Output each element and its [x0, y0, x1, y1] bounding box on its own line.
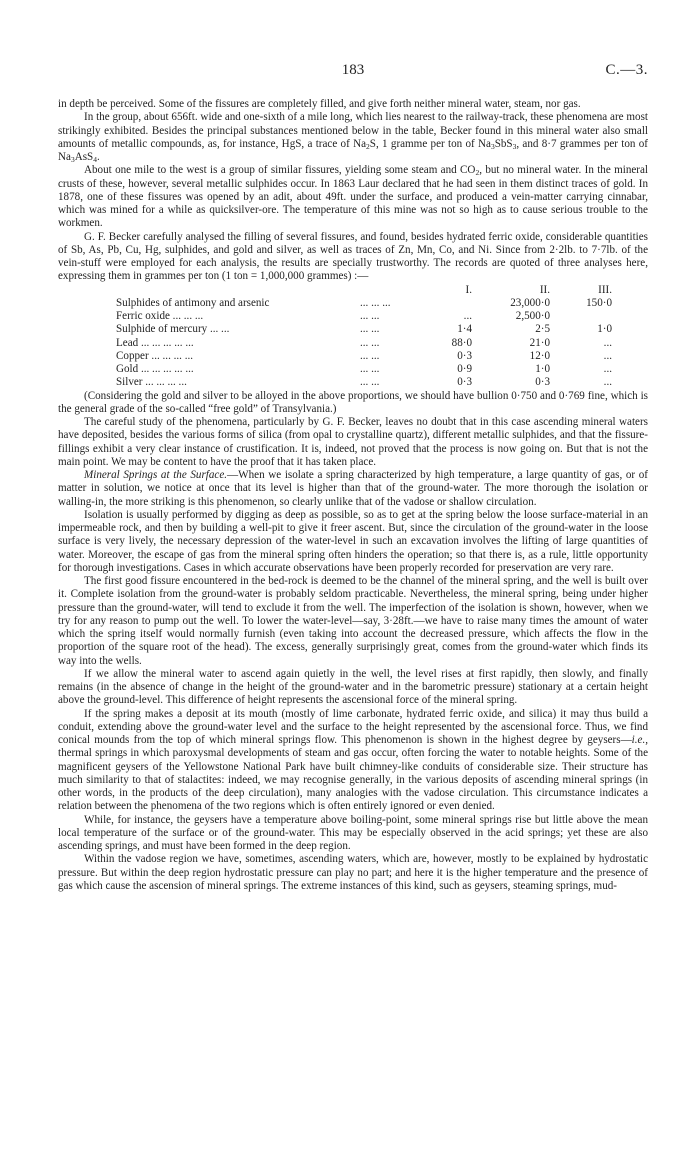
paragraph-3: About one mile to the west is a group of similar fissures, yielding some steam and $CO_2$, but no mineral water. In the mineral crusts of these, however, several metallic sulphides occur. In 1863 Laur declared that he had seen in them distinct traces of gold. In 1878, one of these fissures was opened by an adit, about 49ft. under the surface, and produced a vein-matter carrying cinnabar, which was mined for a while as quicksilver-ore. The temperature of this mine was not so high as to cause serious trouble to the workmen.	[58, 164, 648, 230]
cell-value: 0·9	[457, 363, 472, 375]
table-row	[116, 310, 612, 323]
paragraph-1: in depth be perceived. Some of the fissures are completely filled, and give forth neither mineral water, steam, nor gas.	[58, 98, 581, 110]
cell-value: 1·0	[535, 363, 550, 375]
table-header-row	[116, 284, 612, 297]
cell-value: 2,500·0	[515, 310, 550, 322]
cell-value: 0·3	[457, 349, 472, 362]
table-row	[116, 350, 612, 363]
page-number: 183	[341, 62, 365, 78]
row-label: Silver ... ... ... ...	[116, 376, 187, 389]
cell-value: 2·5	[535, 323, 550, 336]
paragraph-8: Isolation is usually performed by digging as deep as possible, so as to get at the spring below the loose surface-material in an impermeable rock, and then by building a well-pit to give it freer ascent. But, since the circulation of the ground-water in the loose surface is very lively, the necessary depression of the water-level in such an excavation involves the lifting of large quantities of water. Moreover, the escape of gas from the mineral spring often hinders the operation; so that there is, as a rule, little opportunity for thorough investigations. Cases in which accurate observations have been properly recorded for preservation are very rare.	[58, 508, 648, 574]
paragraph-6: The careful study of the phenomena, particularly by G. F. Becker, leaves no doubt that in this case ascending mineral waters have deposited, besides the various forms of silica (from opal to crystalline quartz), different metallic sulphides, and that the fissure-fillings exhibit a very clear instance of crustification. It is, indeed, not proved that the process is now going on. But that is not the main point. We may be content to have the proof that it has taken place.	[58, 416, 648, 468]
cell-value: ...	[603, 349, 612, 362]
table-row	[116, 337, 612, 350]
column-header: II.	[539, 283, 550, 296]
leader-dots: ... ...	[360, 323, 380, 336]
cell-value: 88·0	[451, 336, 472, 349]
cell-value: 150·0	[586, 296, 612, 309]
cell-value: 0·3	[457, 376, 472, 389]
leader-dots: ... ...	[360, 349, 380, 362]
cell-value: ...	[603, 336, 612, 349]
cell-value: 0·3	[535, 376, 550, 389]
cell-value: 23,000·0	[510, 296, 550, 309]
paragraph-13: Within the vadose region we have, sometimes, ascending waters, which are, however, mostly to be explained by hydrostatic pressure. But within the deep region hydrostatic pressure can play no part; and here it is the higher temperature and the presence of gas which cause the ascension of mineral springs. The extreme instances of this kind, such as geysers, steaming springs, mud-	[58, 853, 648, 892]
row-label: Ferric oxide ... ... ...	[116, 310, 204, 322]
leader-dots: ... ...	[360, 310, 380, 322]
table-row	[116, 297, 612, 310]
page-header	[58, 64, 648, 86]
cell-value	[550, 310, 612, 323]
document-reference: C.—3.	[605, 62, 648, 78]
leader-dots: ... ...	[360, 336, 380, 349]
document-body	[58, 98, 648, 893]
leader-dots: ... ...	[360, 376, 380, 389]
cell-value: ...	[603, 363, 612, 375]
table-row	[116, 376, 612, 389]
table-row	[116, 323, 612, 336]
cell-value: 1·4	[457, 323, 472, 336]
paragraph-5: (Considering the gold and silver to be alloyed in the above proportions, we should have bullion 0·750 and 0·769 fine, which is the general grade of the so-called “free gold” of Transylvania.)	[58, 389, 648, 415]
cell-value: 12·0	[529, 349, 550, 362]
paragraph-10: If we allow the mineral water to ascend again quietly in the well, the level rises at first rapidly, then slowly, and finally remains (in the absence of change in the height of the ground-water and in the barometric pressure) stationary at a certain height above the ground-level. This difference of height represents the ascensional force of the mineral spring.	[58, 667, 648, 707]
analysis-table	[116, 284, 612, 390]
row-label: Lead ... ... ... ... ...	[116, 336, 194, 349]
paragraph-2: In the group, about 656ft. wide and one-sixth of a mile long, which lies nearest to the railway-track, these phenomena are most strikingly exhibited. Besides the principal substances mentioned below in the table, Becker found in this mineral water also small amounts of metallic compounds, as, for instance, HgS, a trace of $Na_2S$, 1 gramme per ton of $Na_3SbS_3$, and 8·7 grammes per ton of $Na_3AsS_4$.	[58, 111, 649, 164]
cell-value: ...	[603, 376, 612, 389]
leader-dots: ... ... ...	[360, 296, 391, 309]
cell-value	[438, 297, 472, 310]
cell-value: 21·0	[529, 336, 550, 349]
paragraph-7: Mineral Springs at the Surface.—When we isolate a spring characterized by high temperature, a large quantity of gas, or of matter in solution, we notice at once that its level is higher than that of the ground-water. The more thorough the isolation or walling-in, the more striking is this phenomenon, so clearly unlike that of the vadose or shallow circulation.	[58, 469, 648, 508]
paragraph-11: If the spring makes a deposit at its mouth (mostly of lime carbonate, hydrated ferric oxide, and silica) it may thus build a conduit, extending above the ground-water level and the surface to the height represented by the ascensional force. Thus, we find conical mounds from the top of which mineral springs flow. This phenomenon is shown in the highest degree by geysers—i.e., thermal springs in which paroxysmal developments of steam and gas occur, often forcing the water to notable heights. Some of the magnificent geysers of the Yellowstone National Park have built chimney-like conduits of considerable size. Their structure has much similarity to that of stalactites: indeed, we may recognise generally, in the various deposits of ascending mineral springs (in other words, in the products of the deep circulation), many analogies with the vadose circulation. This circumstance indicates a relation between the phenomena of the two regions which is often entirely ignored or even denied.	[58, 707, 648, 813]
paragraph-9: The first good fissure encountered in the bed-rock is deemed to be the channel of the mineral spring, and the well is built over it. Complete isolation from the ground-water is probably seldom practicable. Nevertheless, the mineral spring, being under higher pressure than the ground-water, will tend to exclude it from the well. The imperfection of the isolation is shown, however, when we try for any reason to pump out the well. To lower the water-level—say, 3·28ft.—we have to raise many times the amount of water which the spring itself would normally furnish (even taking into account the decreased pressure, which affects the flow in the proportion of the square root of the head). The excess, generally surprisingly great, comes from the ground-water which finds its way into the wells.	[58, 575, 648, 667]
cell-value: ...	[463, 310, 472, 322]
paragraph-12: While, for instance, the geysers have a temperature above boiling-point, some mineral springs rise but little above the mean local temperature of the surface or of the ground-water. This may be especially observed in the acid springs; yet these are also ascending springs, and must have been formed in the deep region.	[58, 813, 648, 852]
cell-value: 1·0	[597, 323, 612, 336]
row-label: Copper ... ... ... ...	[116, 349, 194, 362]
row-label: Sulphide of mercury ... ...	[116, 323, 230, 336]
row-label: Sulphides of antimony and arsenic	[116, 296, 270, 309]
column-header: I.	[465, 283, 472, 296]
row-label: Gold ... ... ... ... ...	[116, 363, 194, 375]
paragraph-4: G. F. Becker carefully analysed the filling of several fissures, and found, besides hydrated ferric oxide, considerable quantities of Sb, As, Pb, Cu, Hg, sulphides, and gold and silver, as well as traces of Zn, Mn, Co, and Ni. Since from 2·2lb. to 7·7lb. of the vein-stuff were employed for each analysis, the results are specially trustworthy. The records are quoted of three analyses here, expressing them in grammes per ton (1 ton = 1,000,000 grammes) :—	[58, 230, 648, 283]
table-row	[116, 363, 612, 376]
section-heading: Mineral Springs at the Surface.	[84, 469, 228, 481]
column-header: III.	[598, 283, 612, 296]
leader-dots: ... ...	[360, 363, 380, 375]
